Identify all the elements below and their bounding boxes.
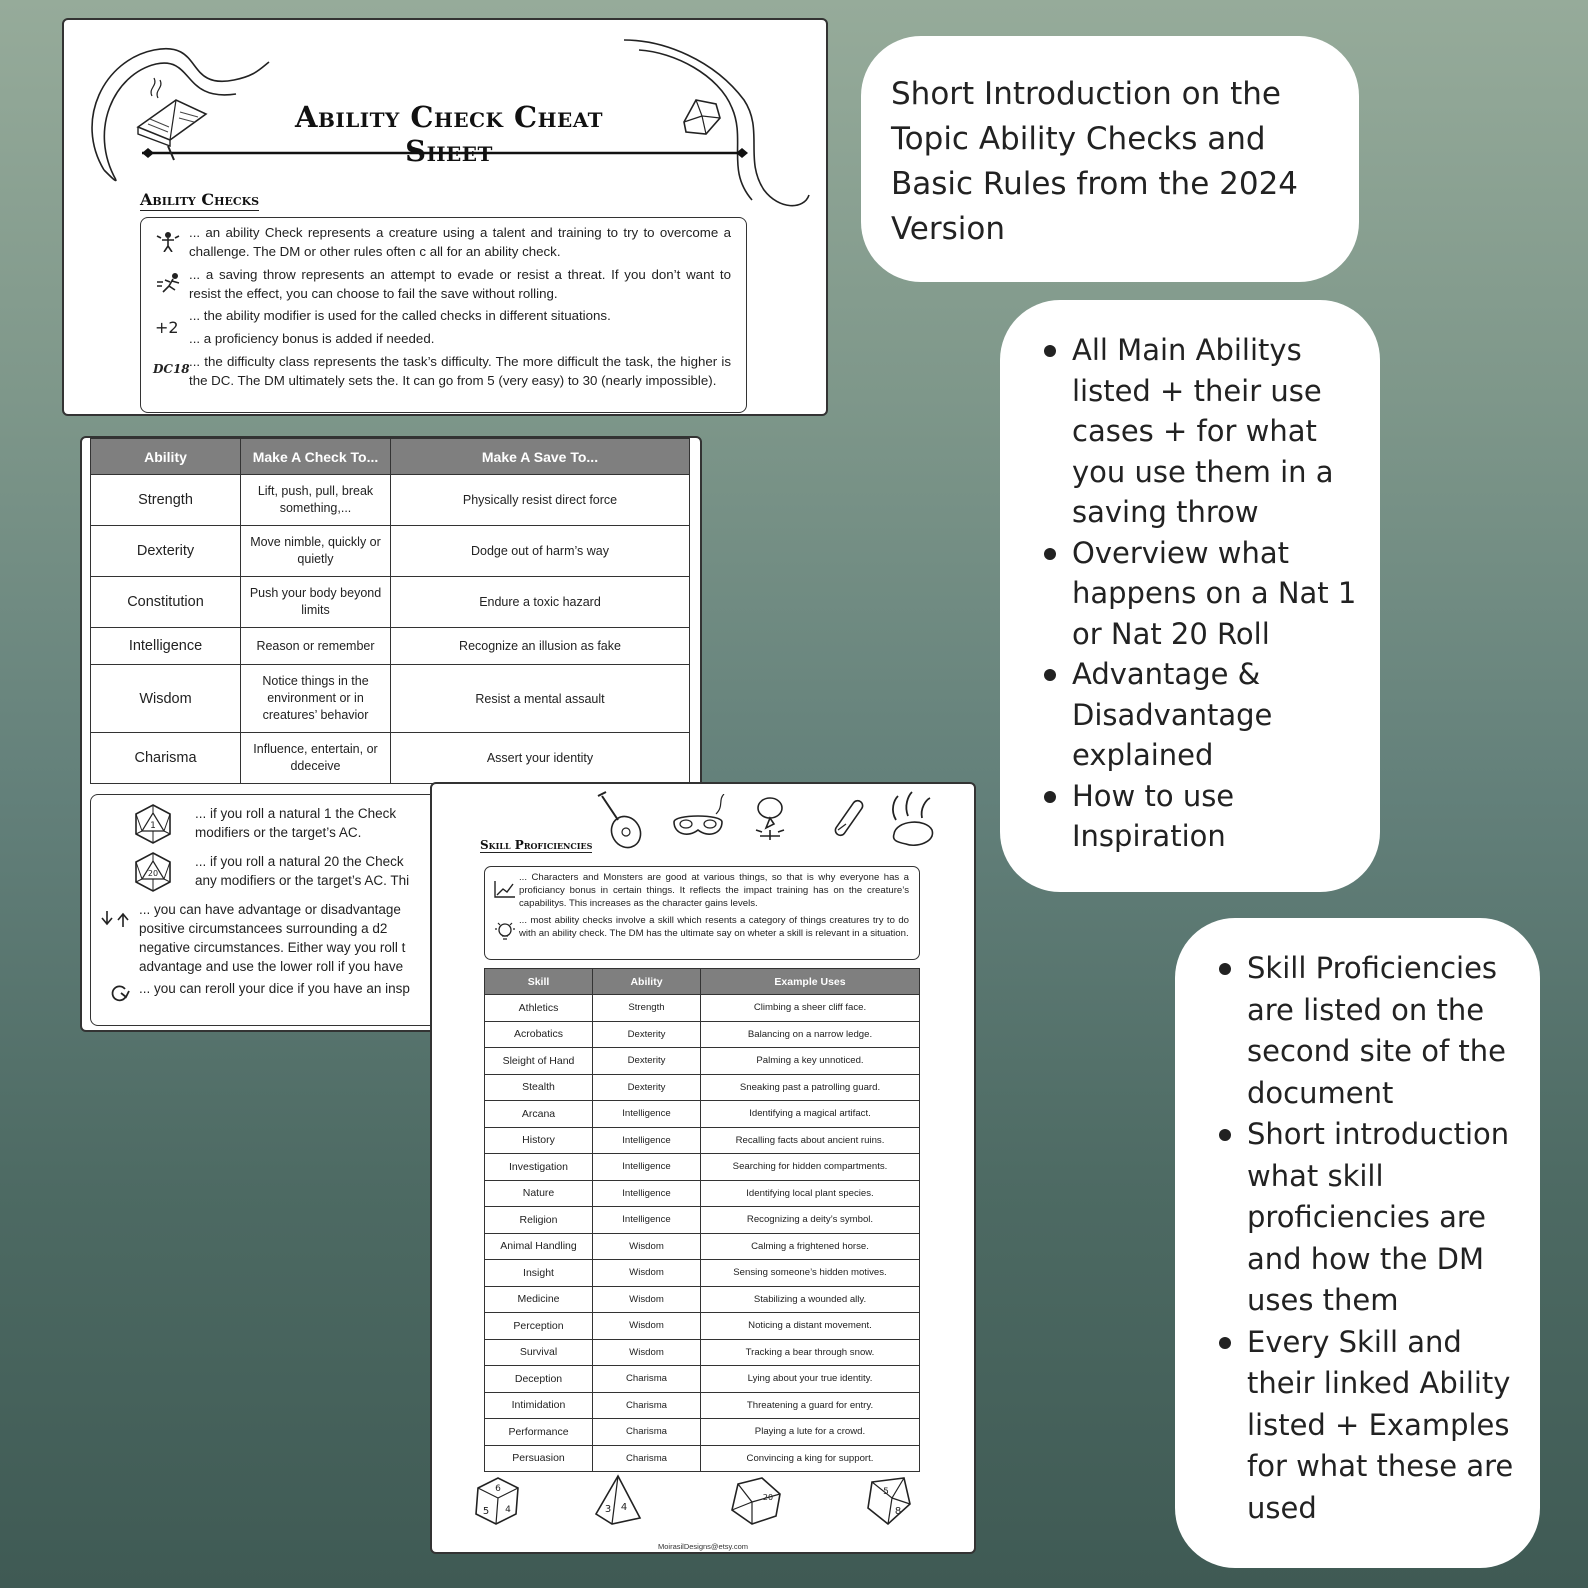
table-row — [485, 1180, 920, 1207]
check-cell: Push your body beyond limits — [241, 577, 391, 628]
ability-cell: Intelligence — [593, 1127, 701, 1154]
example-cell: Searching for hidden compartments. — [701, 1154, 920, 1181]
example-cell: Calming a frightened horse. — [701, 1233, 920, 1260]
check-cell: Reason or remember — [241, 628, 391, 665]
table-row — [485, 1207, 920, 1234]
skill-cell: Nature — [485, 1180, 593, 1207]
save-cell: Resist a mental assault — [391, 665, 690, 733]
table-row — [91, 577, 690, 628]
chart-growth-icon — [493, 879, 517, 899]
d20-natural-1-icon — [133, 803, 173, 845]
skill-cell: Insight — [485, 1260, 593, 1287]
skill-cell: Religion — [485, 1207, 593, 1234]
table-row — [485, 1366, 920, 1393]
header-example-uses: Example Uses — [701, 969, 920, 995]
skill-cell: Perception — [485, 1313, 593, 1340]
skill-intro-paragraph-1: ... Characters and Monsters are good at various things, so that is why everyone has a proficiancy bonus in certain things. It reflects the impact training has on the creature’s capabilitys. This increases as the character gains levels. — [519, 872, 909, 909]
ability-cell: Intelligence — [593, 1154, 701, 1181]
example-cell: Recognizing a deity’s symbol. — [701, 1207, 920, 1234]
ability-cell: Intelligence — [593, 1180, 701, 1207]
d6-face-c: 4 — [505, 1505, 511, 1515]
d6-face-b: 5 — [482, 1506, 490, 1517]
table-row — [91, 665, 690, 733]
dc-icon: DC18 — [153, 362, 190, 376]
features-bubble-1 — [1000, 300, 1380, 892]
ability-check-cheat-sheet-page — [62, 18, 828, 416]
ability-cell: Wisdom — [593, 1260, 701, 1287]
skill-cell: Arcana — [485, 1101, 593, 1128]
d6-face-a: 6 — [495, 1484, 501, 1494]
skill-cell: Deception — [485, 1366, 593, 1393]
skill-cell: Acrobatics — [485, 1021, 593, 1048]
table-row — [485, 1154, 920, 1181]
section-heading-skill-proficiencies: Skill Proficiencies — [480, 838, 593, 852]
ability-cell: Intelligence — [593, 1101, 701, 1128]
crystal-icon — [676, 94, 726, 138]
ability-cell: Dexterity — [593, 1048, 701, 1075]
table-row — [91, 628, 690, 665]
example-cell: Threatening a guard for entry. — [701, 1392, 920, 1419]
list-item: Short introduction what skill proficiencies are and how the DM uses them — [1219, 1114, 1522, 1322]
ability-cell: Strength — [593, 995, 701, 1022]
eye-sparkle-icon — [746, 790, 796, 850]
note-inspiration: ... you can reroll your dice if you have an insp — [139, 981, 410, 996]
lightbulb-icon — [493, 921, 517, 943]
list-item: Skill Proficiencies are listed on the second site of the document — [1219, 948, 1522, 1114]
example-cell: Tracking a bear through snow. — [701, 1339, 920, 1366]
features-bubble-2 — [1175, 918, 1540, 1568]
note-natural-20-line2: any modifiers or the target’s AC. Thi — [195, 873, 410, 888]
skill-cell: Athletics — [485, 995, 593, 1022]
note-advantage-line2: positive circumstancees surrounding a d2 — [139, 921, 388, 936]
header-skill: Skill — [485, 969, 593, 995]
skill-table — [484, 968, 920, 1472]
d20-face: 20 — [762, 1493, 774, 1502]
ability-cell: Wisdom — [593, 1339, 701, 1366]
check-cell: Lift, push, pull, break something,... — [241, 475, 391, 526]
example-cell: Stabilizing a wounded ally. — [701, 1286, 920, 1313]
skill-intro-paragraph-2: ... most ability checks involve a skill which resents a category of things creatures try to do with an ability check. The DM has the ultimate say on wheter a skill is relevant in a situation. — [519, 915, 909, 939]
check-cell: Notice things in the environment or in creatures’ behavior — [241, 665, 391, 733]
d20-label: 20 — [147, 869, 159, 878]
example-cell: Lying about your true identity. — [701, 1366, 920, 1393]
skill-cell: History — [485, 1127, 593, 1154]
d4-dice-icon — [592, 1474, 644, 1528]
example-cell: Sneaking past a patrolling guard. — [701, 1074, 920, 1101]
running-figure-icon — [155, 272, 185, 294]
header-check: Make A Check To... — [241, 439, 391, 475]
d20-natural-20-icon — [133, 851, 173, 893]
d4-face-b: 4 — [620, 1502, 628, 1513]
table-row — [91, 526, 690, 577]
table-row — [485, 1048, 920, 1075]
table-row — [485, 1339, 920, 1366]
example-cell: Noticing a distant movement. — [701, 1313, 920, 1340]
check-cell: Influence, entertain, or ddeceive — [241, 733, 391, 784]
note-natural-1-line1: ... if you roll a natural 1 the Check — [195, 806, 397, 821]
ability-cell: Dexterity — [91, 526, 241, 577]
table-row — [485, 1313, 920, 1340]
table-row — [485, 1419, 920, 1446]
lute-icon — [592, 790, 652, 852]
example-cell: Identifying a magical artifact. — [701, 1101, 920, 1128]
d1-label: 1 — [150, 821, 156, 831]
plus-two-icon: +2 — [155, 318, 179, 337]
note-advantage-line1: ... you can have advantage or disadvantage — [139, 902, 401, 917]
feature-list-1 — [1044, 330, 1360, 857]
list-item: Advantage & Disadvantage explained — [1044, 654, 1360, 776]
note-advantage-line3: negative circumstances. Either way you roll t — [139, 940, 406, 955]
skill-table-header — [485, 969, 920, 995]
ability-cell: Intelligence — [593, 1207, 701, 1234]
skill-proficiencies-page — [430, 782, 976, 1554]
skill-cell: Sleight of Hand — [485, 1048, 593, 1075]
save-cell: Recognize an illusion as fake — [391, 628, 690, 665]
note-natural-20-line1: ... if you roll a natural 20 the Check — [195, 854, 404, 869]
ability-cell: Wisdom — [593, 1233, 701, 1260]
ability-table-header — [91, 439, 690, 475]
table-row — [485, 1074, 920, 1101]
d6-dice-icon — [472, 1474, 522, 1528]
table-row — [485, 995, 920, 1022]
ability-cell: Wisdom — [91, 665, 241, 733]
paragraph-difficulty-class: ... the difficulty class represents the task’s difficulty. The more difficult the task, the higher is the DC. The DM ultimately sets the. It can go from 5 (very easy) to 30 (nearly impossible). — [189, 354, 731, 388]
ability-cell: Wisdom — [593, 1313, 701, 1340]
example-cell: Playing a lute for a crowd. — [701, 1419, 920, 1446]
footer-credit: MoirasilDesigns@etsy.com — [658, 1542, 748, 1551]
example-cell: Palming a key unnoticed. — [701, 1048, 920, 1075]
table-row — [485, 1233, 920, 1260]
skill-cell: Performance — [485, 1419, 593, 1446]
header-ability: Ability — [593, 969, 701, 995]
skill-cell: Stealth — [485, 1074, 593, 1101]
save-cell: Assert your identity — [391, 733, 690, 784]
d8-dice-icon — [864, 1474, 914, 1528]
example-cell: Climbing a sheer cliff face. — [701, 995, 920, 1022]
section-heading-ability-checks: Ability Checks — [140, 190, 260, 209]
ability-cell: Constitution — [91, 577, 241, 628]
paragraph-saving-throw: ... a saving throw represents an attempt to evade or resist a threat. If you don’t want to resist the effect, you can choose to fail the save without rolling. — [189, 267, 731, 301]
d8-face-a: 5 — [883, 1487, 889, 1497]
save-cell: Dodge out of harm’s way — [391, 526, 690, 577]
ability-cell: Dexterity — [593, 1074, 701, 1101]
ability-table — [90, 438, 690, 784]
d4-face-a: 3 — [604, 1504, 612, 1515]
header-save: Make A Save To... — [391, 439, 690, 475]
paw-claw-icon — [886, 790, 942, 850]
intro-text: Short Introduction on the Topic Ability Checks and Basic Rules from the 2024 Version — [891, 76, 1299, 247]
ability-cell: Charisma — [593, 1419, 701, 1446]
ability-cell: Charisma — [593, 1392, 701, 1419]
feature-list-2 — [1219, 948, 1522, 1529]
ability-cell: Charisma — [593, 1366, 701, 1393]
ability-cell: Intelligence — [91, 628, 241, 665]
example-cell: Sensing someone’s hidden motives. — [701, 1260, 920, 1287]
skill-cell: Medicine — [485, 1286, 593, 1313]
d8-face-b: 8 — [894, 1506, 902, 1517]
example-cell: Identifying local plant species. — [701, 1180, 920, 1207]
example-cell: Recalling facts about ancient ruins. — [701, 1127, 920, 1154]
juggler-icon — [153, 230, 183, 252]
mask-icon — [668, 794, 728, 850]
save-cell: Physically resist direct force — [391, 475, 690, 526]
skill-cell: Persuasion — [485, 1445, 593, 1472]
list-item: All Main Abilitys listed + their use cases + for what you use them in a saving throw — [1044, 330, 1360, 533]
ability-cell: Charisma — [91, 733, 241, 784]
vial-icon — [824, 794, 874, 850]
ability-cell: Charisma — [593, 1445, 701, 1472]
note-natural-1-line2: modifiers or the target’s AC. — [195, 825, 362, 840]
table-row — [485, 1286, 920, 1313]
ability-cell: Dexterity — [593, 1021, 701, 1048]
ability-cell: Strength — [91, 475, 241, 526]
reroll-icon — [107, 981, 131, 1005]
open-book-icon — [128, 72, 218, 162]
table-row — [485, 1101, 920, 1128]
ability-checks-box — [140, 217, 747, 413]
list-item: Overview what happens on a Nat 1 or Nat 20 Roll — [1044, 533, 1360, 655]
example-cell: Balancing on a narrow ledge. — [701, 1021, 920, 1048]
save-cell: Endure a toxic hazard — [391, 577, 690, 628]
paragraph-ability-modifier: ... the ability modifier is used for the called checks in different situations. — [189, 308, 611, 323]
table-row — [485, 1260, 920, 1287]
skill-cell: Intimidation — [485, 1392, 593, 1419]
table-row — [485, 1021, 920, 1048]
skill-cell: Animal Handling — [485, 1233, 593, 1260]
skill-cell: Survival — [485, 1339, 593, 1366]
list-item: Every Skill and their linked Ability listed + Examples for what these are used — [1219, 1322, 1522, 1530]
d20-dice-icon — [728, 1474, 784, 1528]
note-advantage-line4: advantage and use the lower roll if you have — [139, 959, 404, 974]
table-row — [485, 1445, 920, 1472]
sheet-title: Ability Check Cheat Sheet — [294, 100, 604, 168]
table-row — [485, 1392, 920, 1419]
header-ability: Ability — [91, 439, 241, 475]
skill-cell: Investigation — [485, 1154, 593, 1181]
check-cell: Move nimble, quickly or quietly — [241, 526, 391, 577]
paragraph-proficiency-bonus: ... a proficiency bonus is added if needed. — [189, 331, 435, 346]
advantage-arrows-icon — [99, 907, 133, 931]
paragraph-ability-check: ... an ability Check represents a creature using a talent and training to try to overcome a challenge. The DM or other rules often c all for an ability check. — [189, 225, 731, 259]
table-row — [485, 1127, 920, 1154]
intro-bubble — [861, 36, 1359, 282]
ability-cell: Wisdom — [593, 1286, 701, 1313]
table-row — [91, 733, 690, 784]
example-cell: Convincing a king for support. — [701, 1445, 920, 1472]
list-item: How to use Inspiration — [1044, 776, 1360, 857]
table-row — [91, 475, 690, 526]
skill-intro-box — [484, 866, 920, 960]
